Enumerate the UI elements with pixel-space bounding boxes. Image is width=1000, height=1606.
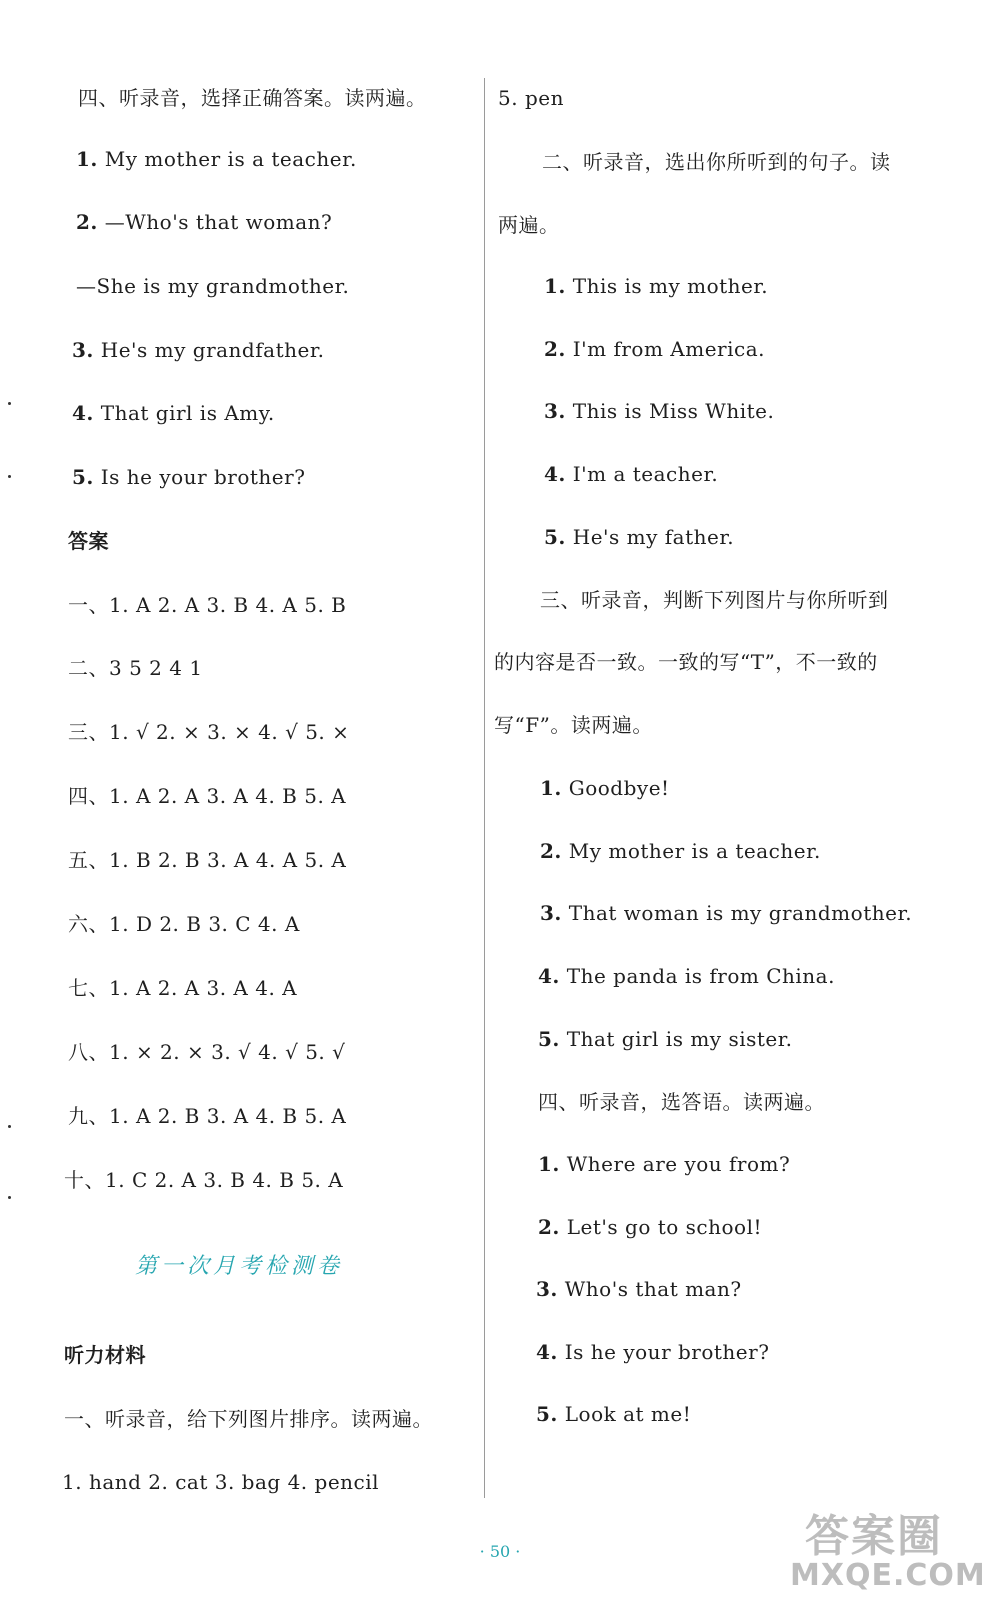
page-number: · 50 · bbox=[479, 1542, 521, 1561]
right-top-item: 5. pen bbox=[498, 86, 564, 110]
margin-speck bbox=[8, 402, 11, 405]
left-q4-heading: 四、听录音，选择正确答案。读两遍。 bbox=[78, 86, 427, 110]
answer-row: 二、3 5 2 4 1 bbox=[68, 656, 203, 680]
item-number: 2. bbox=[540, 839, 562, 863]
right-q4-item bbox=[536, 1400, 691, 1428]
item-text: Goodbye! bbox=[561, 776, 670, 800]
right-q2-item bbox=[544, 460, 718, 488]
right-q3-item bbox=[540, 774, 670, 802]
left-q4-item bbox=[76, 208, 332, 236]
item-text: Who's that man? bbox=[557, 1277, 742, 1301]
item-number: 4. bbox=[72, 401, 94, 425]
section-title: 第一次月考检测卷 bbox=[135, 1254, 344, 1279]
item-number: 1. bbox=[540, 776, 562, 800]
item-number: 2. bbox=[538, 1215, 560, 1239]
answer-row: 四、1. A 2. A 3. A 4. B 5. A bbox=[68, 784, 347, 808]
right-q3-heading: 三、听录音，判断下列图片与你所听到 bbox=[540, 588, 889, 612]
item-text: That woman is my grandmother. bbox=[561, 901, 913, 925]
answers-heading: 答案 bbox=[68, 529, 109, 553]
left-q1-items: 1. hand 2. cat 3. bag 4. pencil bbox=[62, 1470, 380, 1494]
listening-heading: 听力材料 bbox=[64, 1343, 146, 1367]
answer-row: 七、1. A 2. A 3. A 4. A bbox=[68, 976, 298, 1000]
margin-speck bbox=[8, 475, 11, 478]
item-number: 3. bbox=[540, 901, 562, 925]
right-q4-item bbox=[536, 1275, 742, 1303]
item-text: He's my grandfather. bbox=[93, 338, 325, 362]
item-text: The panda is from China. bbox=[559, 964, 835, 988]
right-q3-item bbox=[538, 1025, 792, 1053]
column-divider bbox=[484, 78, 485, 1498]
item-number: 5. bbox=[538, 1027, 560, 1051]
item-text: —She is my grandmother. bbox=[76, 274, 350, 298]
item-text: My mother is a teacher. bbox=[97, 147, 357, 171]
right-q2-item bbox=[544, 335, 765, 363]
item-text: That girl is my sister. bbox=[559, 1027, 793, 1051]
item-number: 4. bbox=[538, 964, 560, 988]
answer-row: 十、1. C 2. A 3. B 4. B 5. A bbox=[64, 1168, 344, 1192]
right-q4-item bbox=[536, 1338, 769, 1366]
right-q4-heading: 四、听录音，选答语。读两遍。 bbox=[538, 1090, 825, 1114]
item-number: 1. bbox=[544, 274, 566, 298]
answer-row: 九、1. A 2. B 3. A 4. B 5. A bbox=[68, 1104, 347, 1128]
answer-row: 八、1. × 2. × 3. √ 4. √ 5. √ bbox=[68, 1040, 346, 1064]
item-number: 5. bbox=[536, 1402, 558, 1426]
margin-speck bbox=[8, 1125, 11, 1128]
item-number: 3. bbox=[536, 1277, 558, 1301]
item-text: Look at me! bbox=[557, 1402, 692, 1426]
item-number: 4. bbox=[544, 462, 566, 486]
right-q4-item bbox=[538, 1213, 762, 1241]
item-text: Is he your brother? bbox=[557, 1340, 770, 1364]
item-text: That girl is Amy. bbox=[93, 401, 275, 425]
answer-row: 五、1. B 2. B 3. A 4. A 5. A bbox=[68, 848, 347, 872]
item-number: 3. bbox=[72, 338, 94, 362]
right-q3-item bbox=[540, 899, 912, 927]
right-q2-heading-cont: 两遍。 bbox=[498, 213, 560, 237]
item-number: 2. bbox=[76, 210, 98, 234]
margin-speck bbox=[8, 1196, 11, 1199]
right-q2-heading: 二、听录音，选出你所听到的句子。读 bbox=[542, 150, 891, 174]
item-text: He's my father. bbox=[565, 525, 735, 549]
item-number: 5. bbox=[544, 525, 566, 549]
item-number: 1. bbox=[538, 1152, 560, 1176]
watermark-en: MXQE.COM bbox=[790, 1558, 986, 1593]
left-q4-item bbox=[72, 463, 305, 491]
answer-row: 一、1. A 2. A 3. B 4. A 5. B bbox=[68, 593, 347, 617]
watermark-logo bbox=[790, 1500, 995, 1600]
item-number: 3. bbox=[544, 399, 566, 423]
left-q4-item bbox=[72, 399, 275, 427]
right-q4-item bbox=[538, 1150, 790, 1178]
item-text: Where are you from? bbox=[559, 1152, 791, 1176]
right-q3-item bbox=[540, 837, 821, 865]
right-q3-item bbox=[538, 962, 835, 990]
right-q2-item bbox=[544, 397, 774, 425]
item-number: 4. bbox=[536, 1340, 558, 1364]
item-text: —Who's that woman? bbox=[97, 210, 333, 234]
right-q2-item bbox=[544, 272, 768, 300]
item-number: 5. bbox=[72, 465, 94, 489]
item-text: My mother is a teacher. bbox=[561, 839, 821, 863]
item-text: Let's go to school! bbox=[559, 1215, 763, 1239]
left-q1-heading: 一、听录音，给下列图片排序。读两遍。 bbox=[64, 1407, 433, 1431]
item-number: 1. bbox=[76, 147, 98, 171]
left-q4-item bbox=[72, 336, 325, 364]
left-q4-item bbox=[76, 272, 349, 300]
item-text: This is Miss White. bbox=[565, 399, 775, 423]
item-text: I'm a teacher. bbox=[565, 462, 719, 486]
watermark-cn: 答案圈 bbox=[805, 1511, 943, 1562]
right-q3-heading-cont: 写“F”。读两遍。 bbox=[494, 713, 653, 737]
left-q4-item bbox=[76, 145, 357, 173]
item-text: I'm from America. bbox=[565, 337, 765, 361]
item-number: 2. bbox=[544, 337, 566, 361]
right-q3-heading-cont: 的内容是否一致。一致的写“T”，不一致的 bbox=[494, 650, 878, 674]
right-q2-item bbox=[544, 523, 734, 551]
item-text: This is my mother. bbox=[565, 274, 769, 298]
answer-row: 六、1. D 2. B 3. C 4. A bbox=[68, 912, 300, 936]
item-text: Is he your brother? bbox=[93, 465, 306, 489]
answer-row: 三、1. √ 2. × 3. × 4. √ 5. × bbox=[68, 720, 350, 744]
